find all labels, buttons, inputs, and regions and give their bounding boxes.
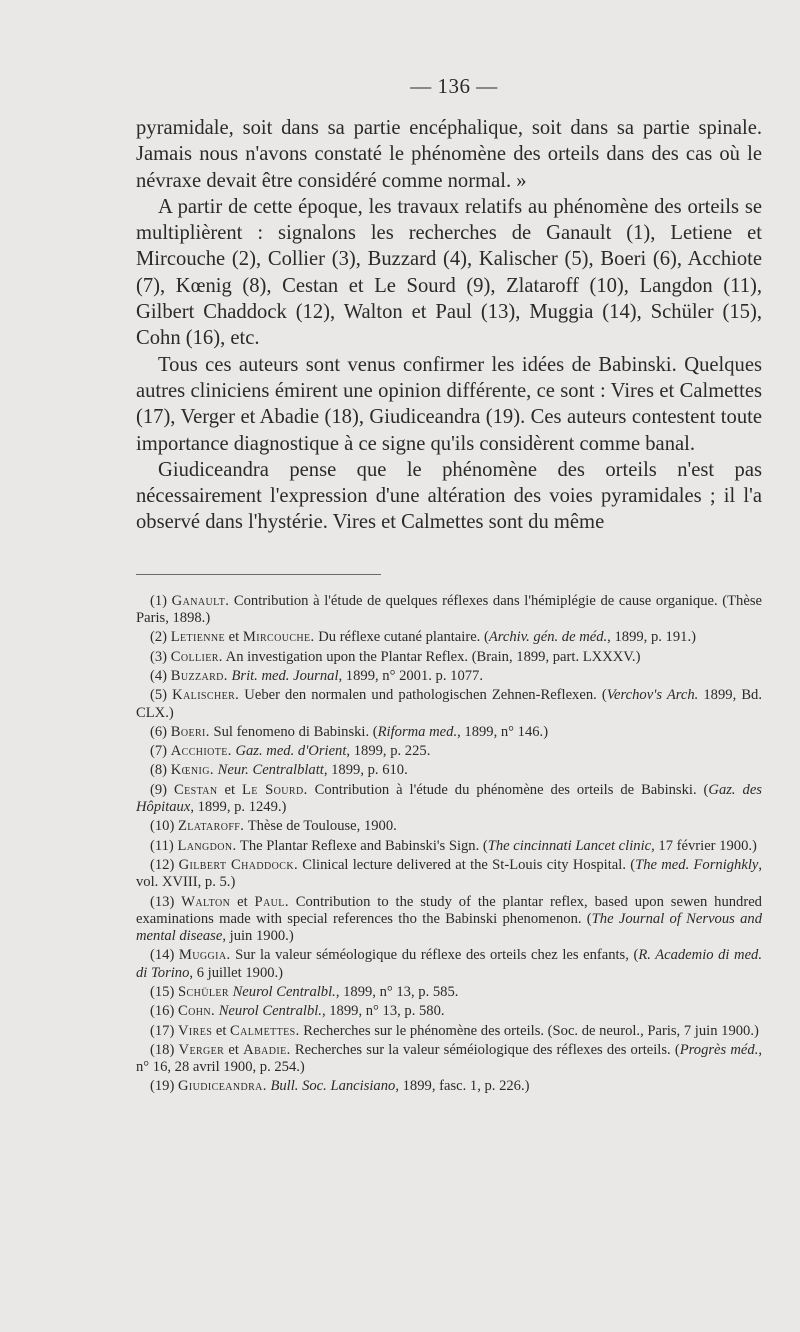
main-text — [136, 115, 762, 536]
paragraph: Tous ces auteurs sont venus confirmer les idées de Babinski. Quelques autres cliniciens émirent une opinion différente, ce sont : Vires et Calmettes (17), Verger et Abadie (18), Giudiceandra (19). Ces auteurs contestent toute importance diagnostique à ce signe qu'ils considèrent comme banal. — [136, 353, 762, 455]
page-number: — 136 — — [410, 74, 498, 98]
footnotes — [136, 593, 762, 1096]
footnote: (13) Walton et Paul. Contribution to the study of the plantar reflex, based upon sewen hundred examinations made with special references tho the Babinski phenomenon. (The Journal of Nervous and mental disease, juin 1900.) — [136, 893, 762, 945]
footnote: (18) Verger et Abadie. Recherches sur la valeur séméiologique des réflexes des orteils. (Progrès méd., n° 16, 28 avril 1900, p. 254.) — [136, 1041, 762, 1076]
footnote: (14) Muggia. Sur la valeur séméologique du réflexe des orteils chez les enfants, (R. Academio di med. di Torino, 6 juillet 1900.) — [136, 947, 762, 981]
paragraph: pyramidale, soit dans sa partie encéphalique, soit dans sa partie spinale. Jamais nous n'avons constaté le phénomène des orteils dans des cas où le névraxe devait être considéré comme normal. » — [136, 117, 762, 192]
footnote: (2) Letienne et Mircouche. Du réflexe cutané plantaire. (Archiv. gén. de méd., 1899, p. 191.) — [150, 629, 696, 646]
footnote: (4) Buzzard. Brit. med. Journal, 1899, n° 2001. p. 1077. — [150, 667, 483, 684]
paragraph: A partir de cette époque, les travaux relatifs au phénomène des orteils se multiplièrent : signalons les recherches de Ganault (1), Letiene et Mircouche (2), Collier (3), Buzzard (4), Kalischer (5), Boeri (6), Acchiote (7), Kœnig (8), Cestan et Le Sourd (9), Zlataroff (10), Langdon (11), Gilbert Chaddock (12), Walton et Paul (13), Muggia (14), Schüler (15), Cohn (16), etc. — [136, 195, 762, 350]
footnote: (1) Ganault. Contribution à l'étude de quelques réflexes dans l'hémiplégie de cause organique. (Thèse Paris, 1898.) — [136, 592, 762, 627]
footnote: (15) Schüler Neurol Centralbl., 1899, n° 13, p. 585. — [150, 983, 459, 1000]
footnote-divider — [136, 574, 381, 575]
footnote: (7) Acchiote. Gaz. med. d'Orient, 1899, p. 225. — [150, 743, 431, 760]
footnote: (3) Collier. An investigation upon the Plantar Reflex. (Brain, 1899, part. LXXXV.) — [150, 648, 641, 665]
footnote: (17) Vires et Calmettes. Recherches sur le phénomène des orteils. (Soc. de neurol., Paris, 7 juin 1900.) — [150, 1022, 759, 1039]
footnote: (5) Kalischer. Ueber den normalen und pathologischen Zehnen-Reflexen. (Verchov's Arch. 1899, Bd. CLX.) — [136, 687, 762, 721]
footnote: (19) Giudiceandra. Bull. Soc. Lancisiano, 1899, fasc. 1, p. 226.) — [150, 1078, 530, 1095]
footnote: (11) Langdon. The Plantar Reflexe and Babinski's Sign. (The cincinnati Lancet clinic, 17 février 1900.) — [150, 837, 757, 854]
footnote: (12) Gilbert Chaddock. Clinical lecture delivered at the St-Louis city Hospital. (The med. Fornighkly, vol. XVIII, p. 5.) — [136, 856, 763, 891]
footnote: (10) Zlataroff. Thèse de Toulouse, 1900. — [150, 818, 397, 835]
footnote: (9) Cestan et Le Sourd. Contribution à l'étude du phénomène des orteils de Babinski. (Gaz. des Hôpitaux, 1899, p. 1249.) — [136, 781, 762, 816]
footnote: (8) Kœnig. Neur. Centralblatt, 1899, p. 610. — [150, 762, 408, 779]
paragraph: Giudiceandra pense que le phénomène des orteils n'est pas nécessairement l'expression d'une altération des voies pyramidales ; il l'a observé dans l'hystérie. Vires et Calmettes sont du même — [136, 458, 762, 534]
footnote: (16) Cohn. Neurol Centralbl., 1899, n° 13, p. 580. — [150, 1003, 445, 1020]
footnote: (6) Boeri. Sul fenomeno di Babinski. (Riforma med., 1899, n° 146.) — [150, 723, 549, 740]
